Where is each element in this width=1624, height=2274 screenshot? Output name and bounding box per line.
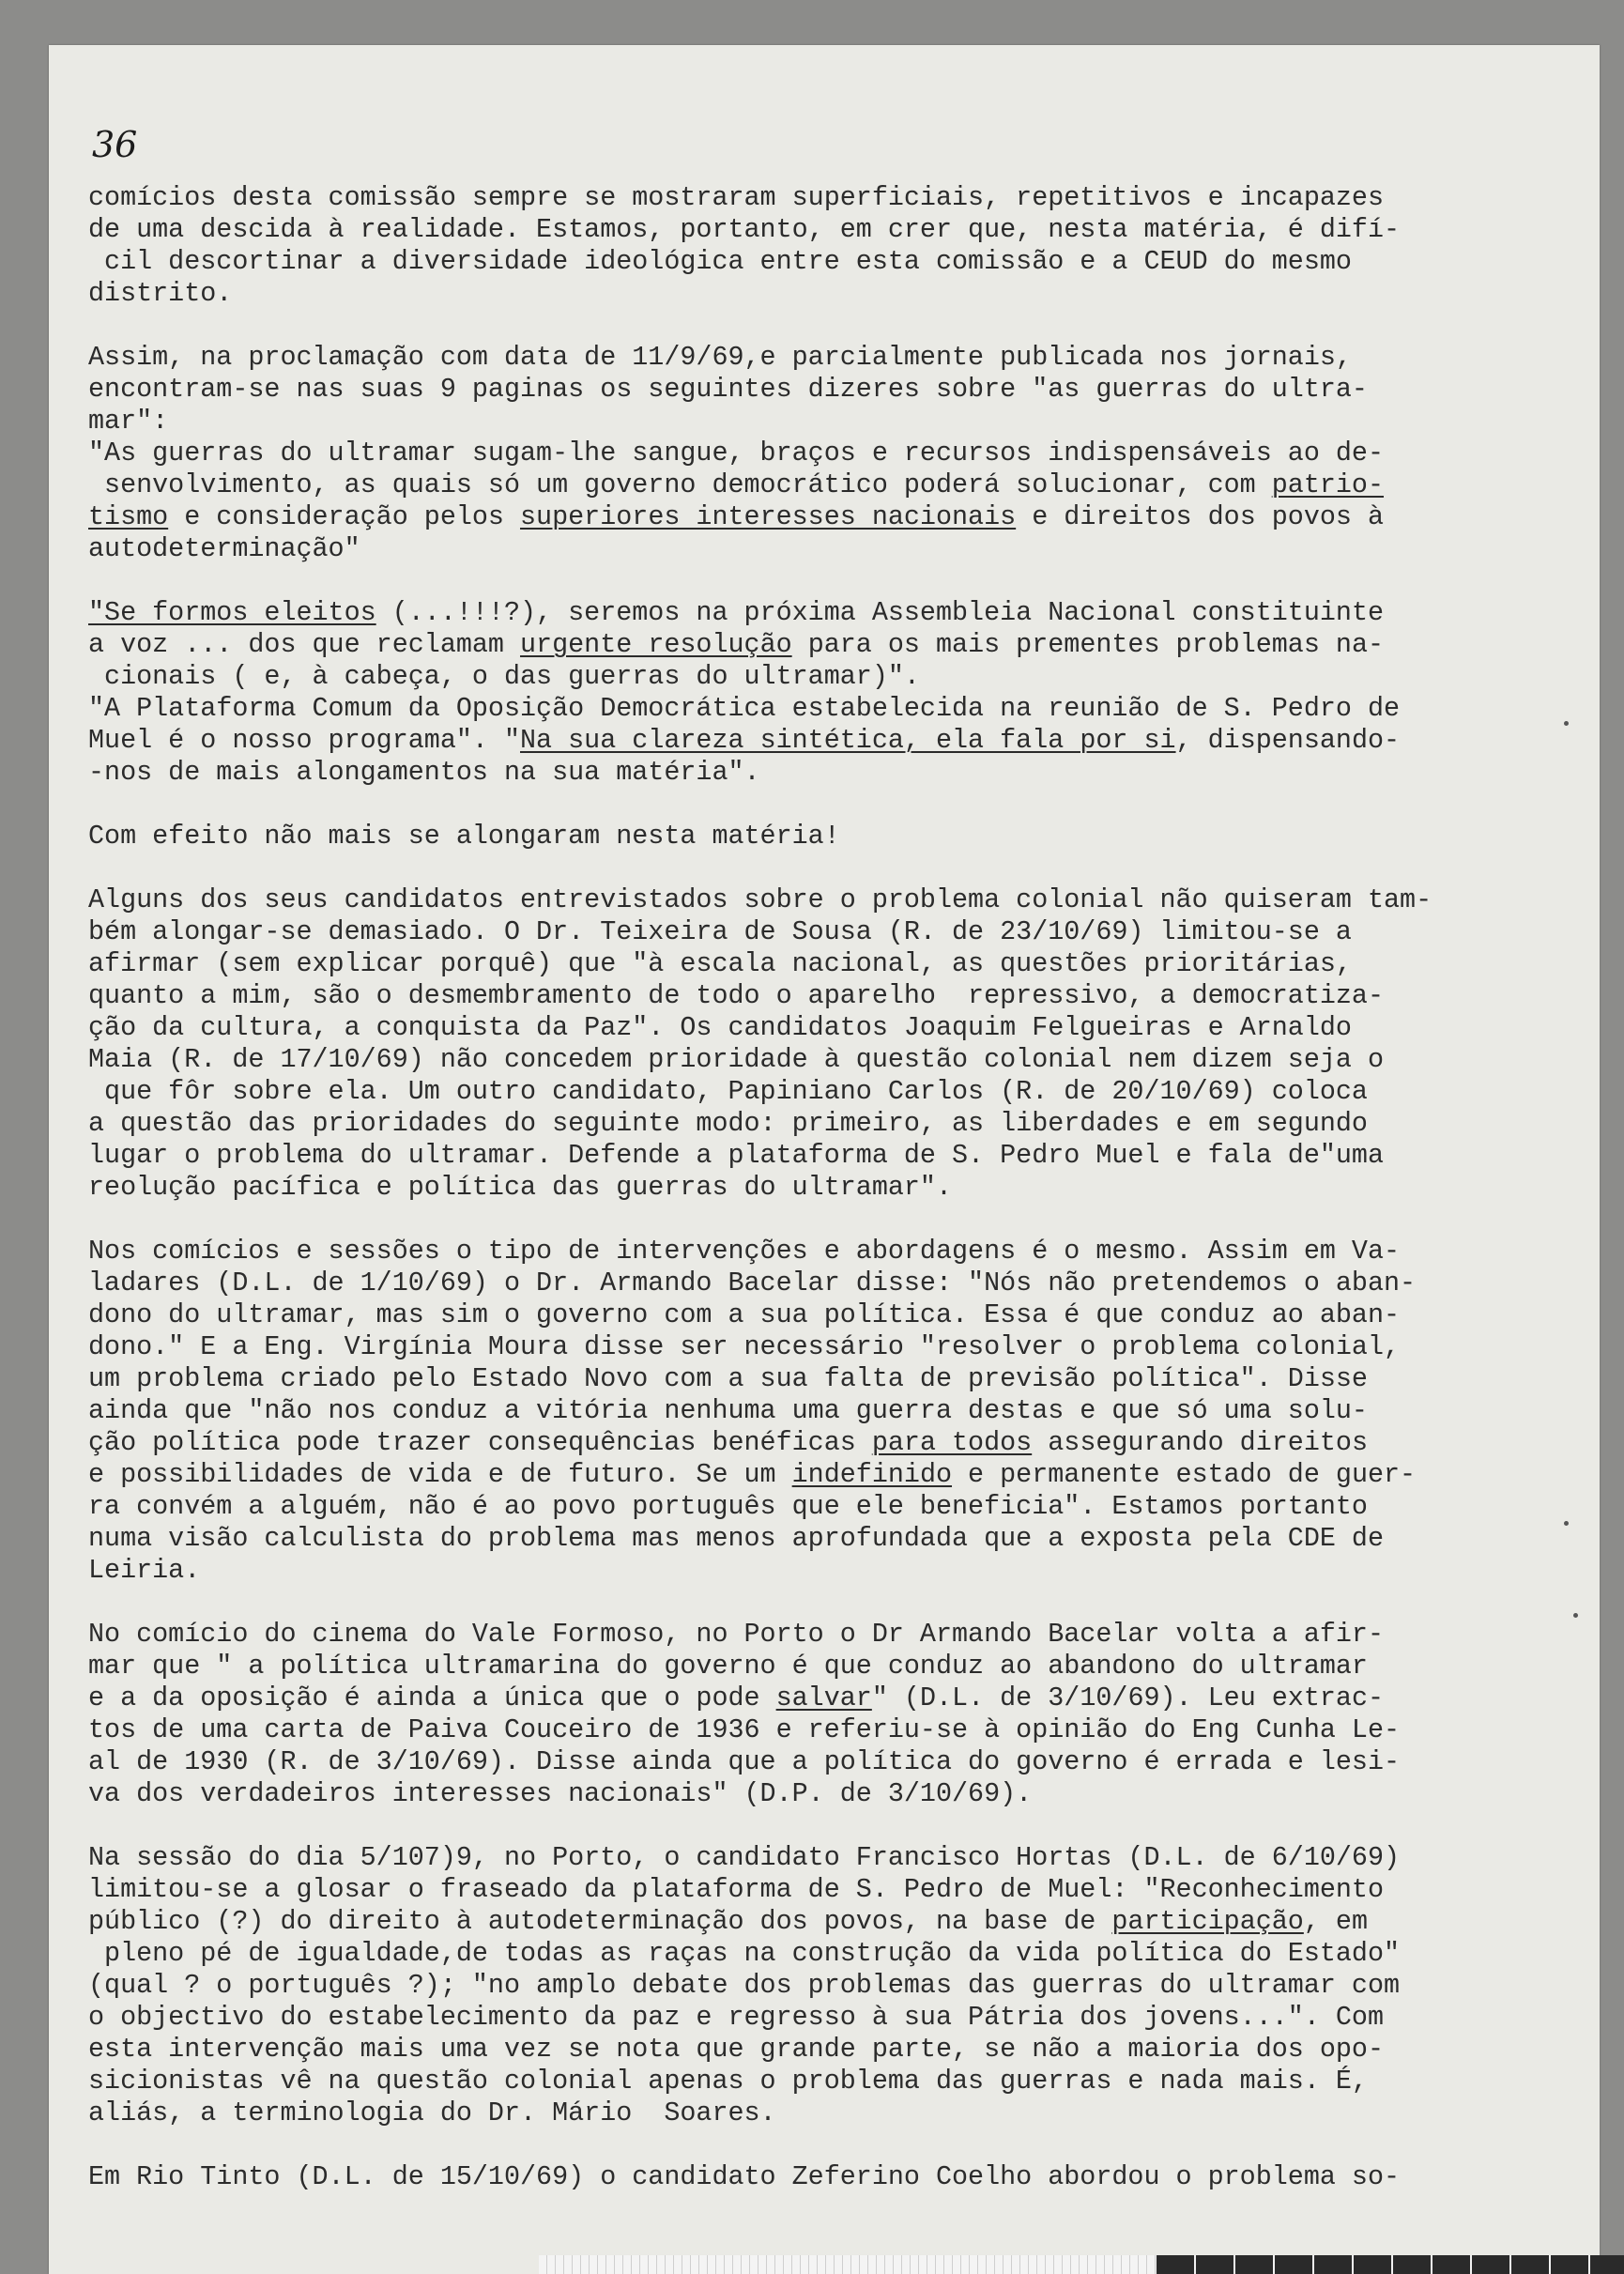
text-line: cionais ( e, à cabeça, o das guerras do ultramar)". — [88, 661, 920, 692]
text-line: um problema criado pelo Estado Novo com a sua falta de previsão política". Disse — [88, 1363, 1368, 1394]
text-line: tismo e consideração pelos superiores interesses nacionais e direitos dos povos à — [88, 501, 1385, 532]
text-line: e possibilidades de vida e de futuro. Se um indefinido e permanente estado de guer- — [88, 1459, 1417, 1490]
underlined-text: patrio- — [1271, 469, 1385, 500]
paragraph — [88, 1842, 1534, 2129]
typewritten-text — [88, 182, 1534, 2225]
page-number: 36 — [92, 124, 138, 165]
underlined-text: urgente resolução — [520, 629, 792, 660]
text-line: al de 1930 (R. de 3/10/69). Disse ainda que a política do governo é errada e lesi- — [88, 1746, 1401, 1777]
text-line: público (?) do direito à autodeterminação dos povos, na base de participação, em — [88, 1906, 1368, 1937]
text-line: No comício do cinema do Vale Formoso, no Porto o Dr Armando Bacelar volta a afir- — [88, 1619, 1385, 1650]
text-line: -nos de mais alongamentos na sua matéria". — [88, 757, 760, 788]
text-line: dono do ultramar, mas sim o governo com a sua política. Essa é que conduz ao aban- — [88, 1299, 1401, 1330]
text-line: mar que " a política ultramarina do governo é que conduz ao abandono do ultramar — [88, 1651, 1368, 1682]
text-line: tos de uma carta de Paiva Couceiro de 1936 e referiu-se à opinião do Eng Cunha Le- — [88, 1714, 1401, 1745]
text-line: ainda que "não nos conduz a vitória nenhuma uma guerra destas e que só uma solu- — [88, 1395, 1368, 1426]
underlined-text: participação — [1111, 1906, 1304, 1937]
text-line: a questão das prioridades do seguinte modo: primeiro, as liberdades e em segundo — [88, 1108, 1368, 1139]
text-line: aliás, a terminologia do Dr. Mário Soares. — [88, 2097, 776, 2128]
paragraph — [88, 182, 1534, 310]
text-line: cil descortinar a diversidade ideológica entre esta comissão e a CEUD do mesmo — [88, 246, 1352, 277]
text-line: pleno pé de igualdade,de todas as raças na construção da vida política do Estado" — [88, 1938, 1401, 1969]
underlined-text: Na sua clareza sintética, ela fala por si — [520, 725, 1176, 756]
text-line: Nos comícios e sessões o tipo de intervenções e abordagens é o mesmo. Assim em Va- — [88, 1236, 1401, 1267]
text-line: Em Rio Tinto (D.L. de 15/10/69) o candidato Zeferino Coelho abordou o problema so- — [88, 2161, 1401, 2192]
underlined-text: superiores interesses nacionais — [520, 501, 1017, 532]
text-line: o objectivo do estabelecimento da paz e regresso à sua Pátria dos jovens...". Com — [88, 2002, 1385, 2033]
document-page — [49, 45, 1600, 2274]
text-line: "A Plataforma Comum da Oposição Democrática estabelecida na reunião de S. Pedro de — [88, 693, 1401, 724]
underlined-text: "Se formos eleitos — [88, 597, 376, 628]
color-scale-strip-dark — [1157, 2255, 1624, 2274]
text-line: quanto a mim, são o desmembramento de todo o aparelho repressivo, a democratiza- — [88, 980, 1385, 1011]
paragraph — [88, 884, 1534, 1204]
paragraph — [88, 597, 1534, 789]
underlined-text: para todos — [871, 1427, 1033, 1458]
text-line: ra convém a alguém, não é ao povo português que ele beneficia". Estamos portanto — [88, 1491, 1368, 1522]
text-line: ção da cultura, a conquista da Paz". Os candidatos Joaquim Felgueiras e Arnaldo — [88, 1012, 1352, 1043]
text-line: e a da oposição é ainda a única que o pode salvar" (D.L. de 3/10/69). Leu extrac- — [88, 1682, 1385, 1713]
text-line: "As guerras do ultramar sugam-lhe sangue, braços e recursos indispensáveis ao de- — [88, 438, 1385, 469]
paragraph — [88, 2161, 1534, 2193]
text-line: Alguns dos seus candidatos entrevistados sobre o problema colonial não quiseram tam- — [88, 884, 1432, 915]
text-line: a voz ... dos que reclamam urgente resolução para os mais prementes problemas na- — [88, 629, 1385, 660]
text-line: distrito. — [88, 278, 233, 309]
text-line: "Se formos eleitos (...!!!?), seremos na próxima Assembleia Nacional constituinte — [88, 597, 1385, 628]
paragraph — [88, 1619, 1534, 1810]
text-line: sicionistas vê na questão colonial apenas o problema das guerras e nada mais. É, — [88, 2066, 1368, 2097]
underlined-text: indefinido — [791, 1459, 953, 1490]
text-line: Assim, na proclamação com data de 11/9/69,e parcialmente publicada nos jornais, — [88, 342, 1352, 373]
paragraph — [88, 1236, 1534, 1587]
text-line: numa visão calculista do problema mas menos aprofundada que a exposta pela CDE de — [88, 1523, 1385, 1554]
text-line: comícios desta comissão sempre se mostraram superficiais, repetitivos e incapazes — [88, 182, 1385, 213]
margin-mark — [1564, 1521, 1569, 1526]
text-line: dono." E a Eng. Virgínia Moura disse ser necessário "resolver o problema colonial, — [88, 1331, 1401, 1362]
underlined-text: tismo — [88, 501, 169, 532]
paragraph — [88, 342, 1534, 565]
text-line: Na sessão do dia 5/107)9, no Porto, o candidato Francisco Hortas (D.L. de 6/10/69) — [88, 1842, 1401, 1873]
text-line: que fôr sobre ela. Um outro candidato, Papiniano Carlos (R. de 20/10/69) coloca — [88, 1076, 1368, 1107]
text-line: (qual ? o português ?); "no amplo debate dos problemas das guerras do ultramar com — [88, 1970, 1401, 2001]
text-line: bém alongar-se demasiado. O Dr. Teixeira de Sousa (R. de 23/10/69) limitou-se a — [88, 916, 1352, 947]
text-line: ção política pode trazer consequências benéficas para todos assegurando direitos — [88, 1427, 1368, 1458]
text-line: Muel é o nosso programa". "Na sua clareza sintética, ela fala por si, dispensando- — [88, 725, 1401, 756]
text-line: esta intervenção mais uma vez se nota que grande parte, se não a maioria dos opo- — [88, 2034, 1385, 2065]
text-line: senvolvimento, as quais só um governo democrático poderá solucionar, com patrio- — [88, 469, 1385, 500]
margin-mark — [1573, 1613, 1578, 1618]
text-line: de uma descida à realidade. Estamos, portanto, em crer que, nesta matéria, é difí- — [88, 214, 1401, 245]
color-scale-strip — [539, 2255, 1157, 2274]
text-line: reolução pacífica e política das guerras do ultramar". — [88, 1172, 953, 1203]
text-line: va dos verdadeiros interesses nacionais" (D.P. de 3/10/69). — [88, 1778, 1033, 1809]
text-line: encontram-se nas suas 9 paginas os seguintes dizeres sobre "as guerras do ultra- — [88, 374, 1368, 405]
text-line: lugar o problema do ultramar. Defende a plataforma de S. Pedro Muel e fala de"uma — [88, 1140, 1385, 1171]
underlined-text: salvar — [775, 1682, 872, 1713]
text-line: autodeterminação" — [88, 533, 360, 564]
text-line: mar": — [88, 406, 169, 437]
text-line: Com efeito não mais se alongaram nesta matéria! — [88, 821, 840, 852]
paragraph — [88, 821, 1534, 853]
text-line: Leiria. — [88, 1555, 201, 1586]
margin-mark — [1564, 721, 1569, 726]
text-line: Maia (R. de 17/10/69) não concedem prioridade à questão colonial nem dizem seja o — [88, 1044, 1385, 1075]
text-line: limitou-se a glosar o fraseado da plataforma de S. Pedro de Muel: "Reconhecimento — [88, 1874, 1385, 1905]
text-line: afirmar (sem explicar porquê) que "à escala nacional, as questões prioritárias, — [88, 948, 1352, 979]
text-line: ladares (D.L. de 1/10/69) o Dr. Armando Bacelar disse: "Nós não pretendemos o aban- — [88, 1268, 1417, 1298]
